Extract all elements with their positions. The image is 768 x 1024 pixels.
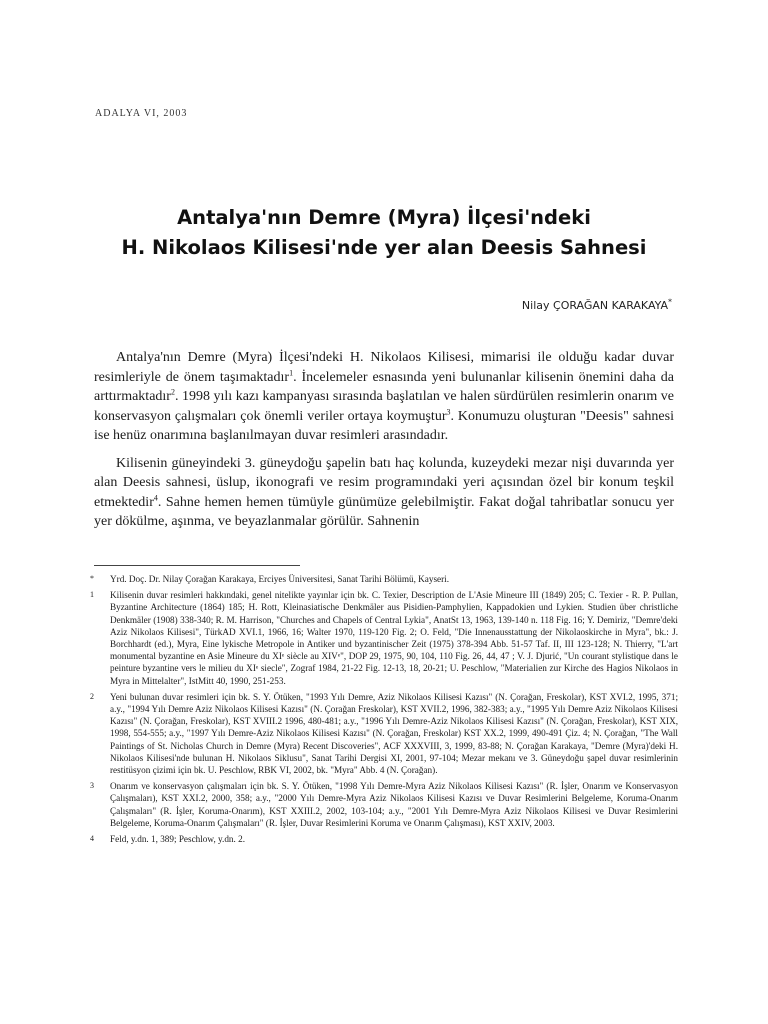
footnote-text: Kilisenin duvar resimleri hakkındaki, genel nitelikte yayınlar için bk. C. Texier, Description de L'Asie Mineure III (1849) 205; C. Texier - R. P. Pullan, Byzantine Architecture (1864) 185; H. Rott, Kleinasiatische Denkmäler aus Pisidien-Pamphylien, Kappadokien und Lykien. Studien über christliche Denkmäler (1908) 338-340; R. M. Harrison, "Churches and Chapels of Central Lykia", AnatSt 13, 1963, 139-140 n. 118 Fig. 16; Y. Demiriz, "Demre'deki Aziz Nikolaos Kilisesi", TürkAD XVI.1, 1966, 16; Walter 1970, 119-120 Fig. 2; O. Feld, "Die Innenausstattung der Nikolaoskirche in Myra", bk.: J. Borchhardt (ed.), Myra, Eine lykische Metropole in Antiker und byzantinischer Zeit (1975) 378-394 Abb. 51-57 Taf. II, III 123-128; N. Thierry, "L'art monumental byzantine en Asie Mineure du XIᵉ siècle au XIVᵉ", DOP 29, 1975, 90, 104, 110 Fig. 26, 44, 47 ; V. J. Djurić, "Un courant stylistique dans le peinture byzantine vers le milieu du XIᵉ siecle", Zograf 1984, 21-22 Fig. 12-13, 18, 20-21; U. Peschlow, "Materialien zur Kirche des Hagios Nikolaos in Myra in Mittelalter", IstMitt 40, 1990, 251-253. — [110, 590, 678, 686]
p1-text-d: . Konumuzu oluşturan "Deesis" sahnesi ise henüz onarımına başlanılmayan duvar resimleri arasındadır. — [94, 408, 674, 443]
author-footnote-mark: * — [668, 297, 672, 307]
paragraph-1 — [94, 348, 674, 446]
footnote-4 — [90, 833, 678, 845]
footnote-1 — [90, 589, 678, 687]
footnote-ref-2: 2 — [170, 387, 175, 397]
footnote-mark: 2 — [90, 691, 94, 701]
footnote-divider — [94, 565, 300, 566]
author-name — [522, 299, 672, 312]
running-head: ADALYA VI, 2003 — [95, 108, 188, 119]
footnote-mark: * — [90, 574, 94, 583]
footnote-mark: 1 — [90, 590, 94, 600]
footnote-text: Yeni bulunan duvar resimleri için bk. S. Y. Ötüken, "1993 Yılı Demre, Aziz Nikolaos Kilisesi Kazısı" (N. Çorağan, Freskolar), KST XVI.2, 1995, 371; a.y., "1994 Yılı Demre Aziz Nikolaos Kilisesi Kazısı" (N. Çorağan Freskolar), KST XVII.2, 1996, 382-383; a.y., "1995 Yılı Demre Aziz Nikolaos Kilisesi Kazısı" (N. Çorağan, Freskolar), KST XVIII.2 1996, 480-481; a.y., "1996 Yılı Demre-Aziz Nikolaos Kilisesi Kazısı" (N. Çorağan, Freskolar), KST XIX, 1998, 554-555; a.y., "1997 Yılı Demre-Aziz Nikolaos Kilisesi Kazısı" (N. Çorağan, Freskolar) KST XX.2, 1999, 490-491 Çiz. 4; N. Çorağan, "The Wall Paintings of St. Nicholas Church in Demre (Myra) Recent Discoveries", ACF XXXVIII, 3, 1999, 83-88; N. Çorağan Karakaya, "Demre (Myra)'deki H. Nikolaos Kilisesi'nde bulunan H. Nikolaos Siklusu", Sanat Tarihi Dergisi XI, 2001, 97-104; Mezar mekanı ve 3. Güneydoğu şapel duvar resimlerinin restitüsyon çizimi için bk. U. Peschlow, RBK VI, 2002, bk. "Myra" Abb. 4 (N. Çorağan). — [110, 691, 678, 776]
p2-text-a: Kilisenin güneyindeki 3. güneydoğu şapelin batı haç kolunda, kuzeydeki mezar nişi duvarında yer alan Deesis sahnesi, üslup, ikonografi ve resim programındaki yeri açısından özel bir konum teşkil etmektedir — [94, 455, 674, 510]
footnote-ref-3: 3 — [446, 406, 451, 416]
article-title — [95, 203, 673, 263]
footnote-2 — [90, 691, 678, 776]
body-text — [94, 348, 674, 540]
footnote-mark: 3 — [90, 781, 94, 791]
p1-text-a: Antalya'nın Demre (Myra) İlçesi'ndeki H. Nikolaos Kilisesi, mimarisi ile olduğu kadar duvar resimleriyle de önem taşımaktadır — [94, 350, 674, 385]
footnote-text: Onarım ve konservasyon çalışmaları için bk. S. Y. Ötüken, "1998 Yılı Demre-Myra Aziz Nikolaos Kilisesi Kazısı" (R. İşler, Onarım ve Konservasyon Çalışmaları), KST XXI.2, 2000, 358; a.y., "2000 Yılı Demre-Myra Aziz Nikolaos Kilisesi Kazısı ve Duvar Resimlerini Belgeleme, Koruma-Onarım Çalışmaları" (R. İşler, Koruma-Onarım), KST XXIII.2, 2002, 103-104; a.y., "2001 Yılı Demre-Myra Aziz Nikolaos Kilisesi ve Duvar Resimlerini Belgeleme, Koruma-Onarım Çalışmaları" (R. İşler, Duvar Resimlerini Koruma ve Onarım Çalışması), KST XXIV, 2003. — [110, 781, 678, 828]
footnotes — [90, 573, 678, 849]
p1-text-c: . 1998 yılı kazı kampanyası sırasında başlatılan ve halen sürdürülen resimlerin onarım ve konservasyon çalışmaları çok önemli veriler ortaya koymuştur — [94, 389, 674, 424]
footnote-author — [90, 573, 678, 585]
footnote-mark: 4 — [90, 834, 94, 844]
footnote-text: Feld, y.dn. 1, 389; Peschlow, y.dn. 2. — [110, 834, 245, 845]
footnote-ref-4: 4 — [153, 492, 158, 502]
p1-text-b: . İncelemeler esnasında yeni bulunanlar kilisenin önemini daha da arttırmaktadır — [94, 369, 674, 404]
footnote-text: Yrd. Doç. Dr. Nilay Çorağan Karakaya, Erciyes Üniversitesi, Sanat Tarihi Bölümü, Kayseri. — [110, 574, 450, 584]
title-line-2: H. Nikolaos Kilisesi'nde yer alan Deesis Sahnesi — [121, 236, 647, 259]
p2-text-b: . Sahne hemen hemen tümüyle günümüze gelebilmiştir. Fakat doğal tahribatlar sonucu yer yer dökülme, aşınma, ve beyazlanmalar görülür. Sahnenin — [94, 494, 674, 529]
footnote-3 — [90, 780, 678, 829]
title-line-1: Antalya'nın Demre (Myra) İlçesi'ndeki — [177, 206, 591, 229]
footnote-ref-1: 1 — [289, 367, 294, 377]
paragraph-2 — [94, 454, 674, 532]
author-text: Nilay ÇORAĞAN KARAKAYA — [521, 299, 668, 312]
